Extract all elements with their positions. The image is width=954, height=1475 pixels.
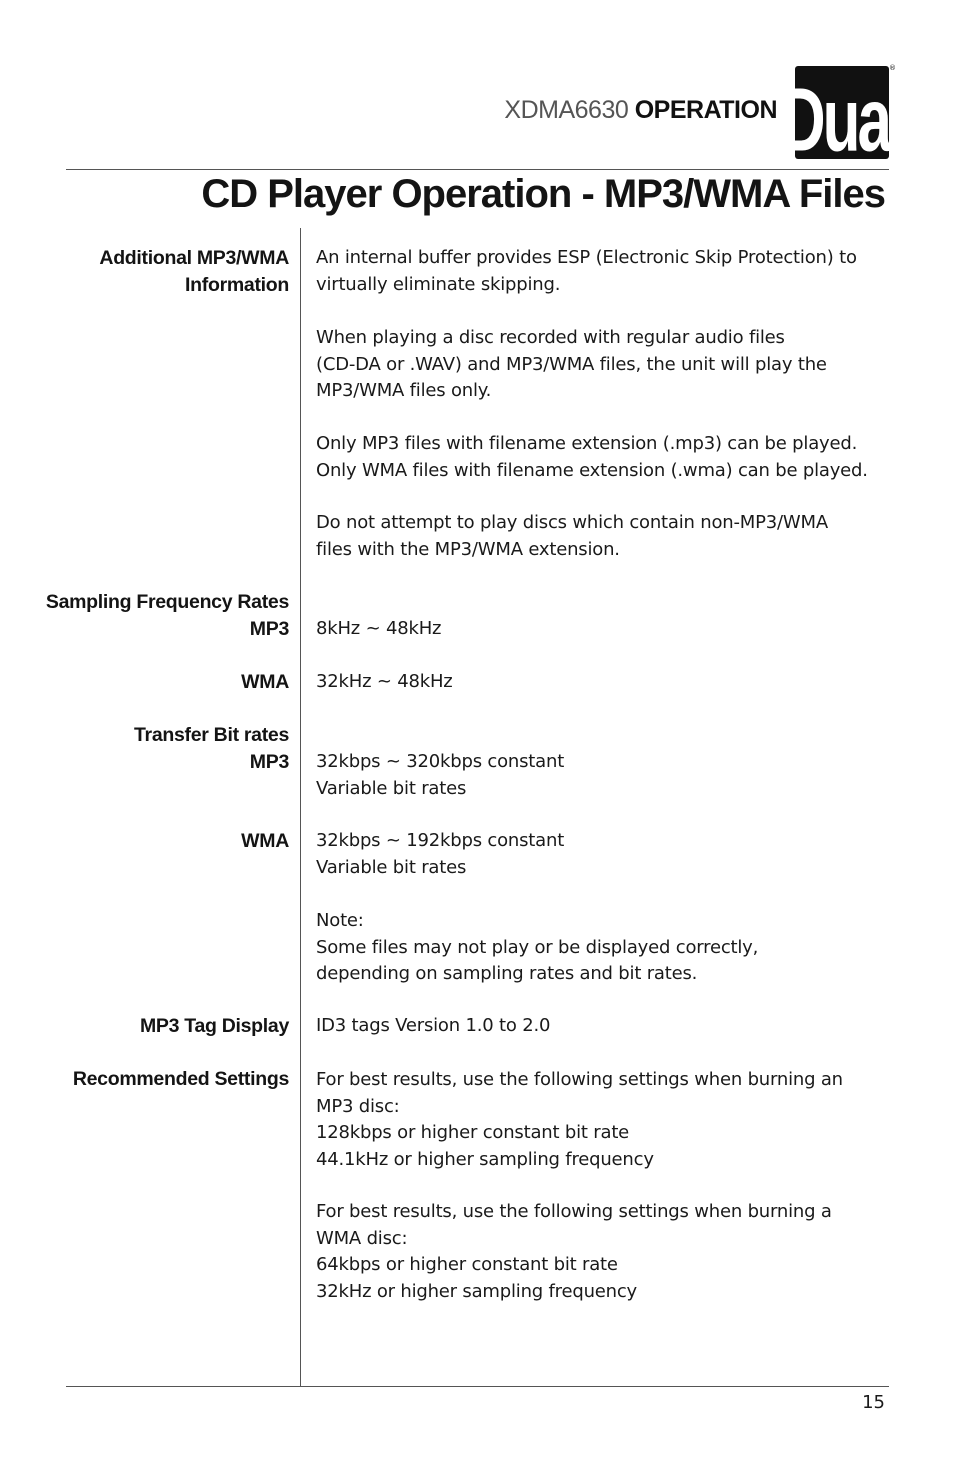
text-line: When playing a disc recorded with regular audio files xyxy=(316,327,785,348)
paragraph-recommended-wma xyxy=(316,1199,896,1305)
column-divider xyxy=(300,228,301,1386)
text-line: (CD-DA or .WAV) and MP3/WMA files, the unit will play the xyxy=(316,353,827,375)
registered-mark: ® xyxy=(889,64,896,72)
label-additional-info xyxy=(99,245,289,298)
label-transfer-heading: Transfer Bit rates xyxy=(134,724,289,746)
text-line: virtually eliminate skipping. xyxy=(316,273,561,295)
text-line: Some files may not play or be displayed correctly, xyxy=(316,936,759,958)
section-name: OPERATION xyxy=(634,96,777,124)
label-transfer-rates xyxy=(134,722,289,775)
text-line: files with the MP3/WMA extension. xyxy=(316,538,620,560)
header-label xyxy=(504,95,777,125)
text-line: For best results, use the following settings when burning a xyxy=(316,1201,832,1222)
paragraph-buffer xyxy=(316,245,896,298)
text-line: 32kbps ~ 320kbps constant xyxy=(316,751,565,772)
label-recommended-settings: Recommended Settings xyxy=(72,1068,289,1090)
text-line: Do not attempt to play discs which contain non-MP3/WMA xyxy=(316,512,828,533)
footer-divider xyxy=(66,1386,889,1387)
label-sampling-heading: Sampling Frequency Rates xyxy=(45,591,289,613)
page-header xyxy=(0,0,954,170)
paragraph-non-mp3-warning xyxy=(316,510,896,563)
note-heading: Note: xyxy=(316,910,364,931)
paragraph-mixed-disc xyxy=(316,325,896,405)
paragraph-extensions xyxy=(316,431,896,484)
text-line: 44.1kHz or higher sampling frequency xyxy=(316,1148,654,1170)
text-line: An internal buffer provides ESP (Electronic Skip Protection) to xyxy=(316,247,857,268)
value-transfer-mp3 xyxy=(316,749,896,802)
text-line: MP3 disc: xyxy=(316,1095,400,1117)
label-transfer-mp3: MP3 xyxy=(249,750,289,773)
text-line: 32kHz or higher sampling frequency xyxy=(316,1280,638,1302)
value-sampling-mp3: 8kHz ~ 48kHz xyxy=(316,618,442,639)
logo-wordmark: Dual xyxy=(780,70,904,171)
text-line: 32kbps ~ 192kbps constant xyxy=(316,830,565,851)
text-line: For best results, use the following settings when burning an xyxy=(316,1069,843,1090)
page-title: CD Player Operation - MP3/WMA Files xyxy=(201,172,885,216)
text-line: Variable bit rates xyxy=(316,856,467,878)
label-sampling-mp3: MP3 xyxy=(249,617,289,640)
page-number: 15 xyxy=(862,1392,885,1413)
paragraph-recommended-mp3 xyxy=(316,1067,896,1173)
dual-logo xyxy=(780,66,904,171)
text-line: 64kbps or higher constant bit rate xyxy=(316,1254,618,1275)
text-line: depending on sampling rates and bit rates. xyxy=(316,963,698,984)
label-additional-line-2: Information xyxy=(185,273,289,296)
text-line: Variable bit rates xyxy=(316,777,467,799)
text-line: 128kbps or higher constant bit rate xyxy=(316,1122,630,1143)
text-line: Only WMA files with filename extension (.wma) can be played. xyxy=(316,459,868,481)
paragraph-note xyxy=(316,908,896,988)
label-transfer-wma: WMA xyxy=(241,830,289,852)
text-line: Only MP3 files with filename extension (.mp3) can be played. xyxy=(316,433,858,454)
text-line: WMA disc: xyxy=(316,1227,408,1249)
value-transfer-wma xyxy=(316,828,896,881)
label-additional-line-1: Additional MP3/WMA xyxy=(99,247,289,269)
value-sampling-wma: 32kHz ~ 48kHz xyxy=(316,671,453,692)
dual-logo-mark xyxy=(780,70,904,171)
label-sampling-wma: WMA xyxy=(241,671,289,693)
model-number: XDMA6630 xyxy=(504,96,629,124)
value-tag-display: ID3 tags Version 1.0 to 2.0 xyxy=(316,1015,551,1036)
label-sampling-rates xyxy=(46,589,289,642)
label-tag-display: MP3 Tag Display xyxy=(139,1015,289,1037)
text-line: MP3/WMA files only. xyxy=(316,380,492,401)
